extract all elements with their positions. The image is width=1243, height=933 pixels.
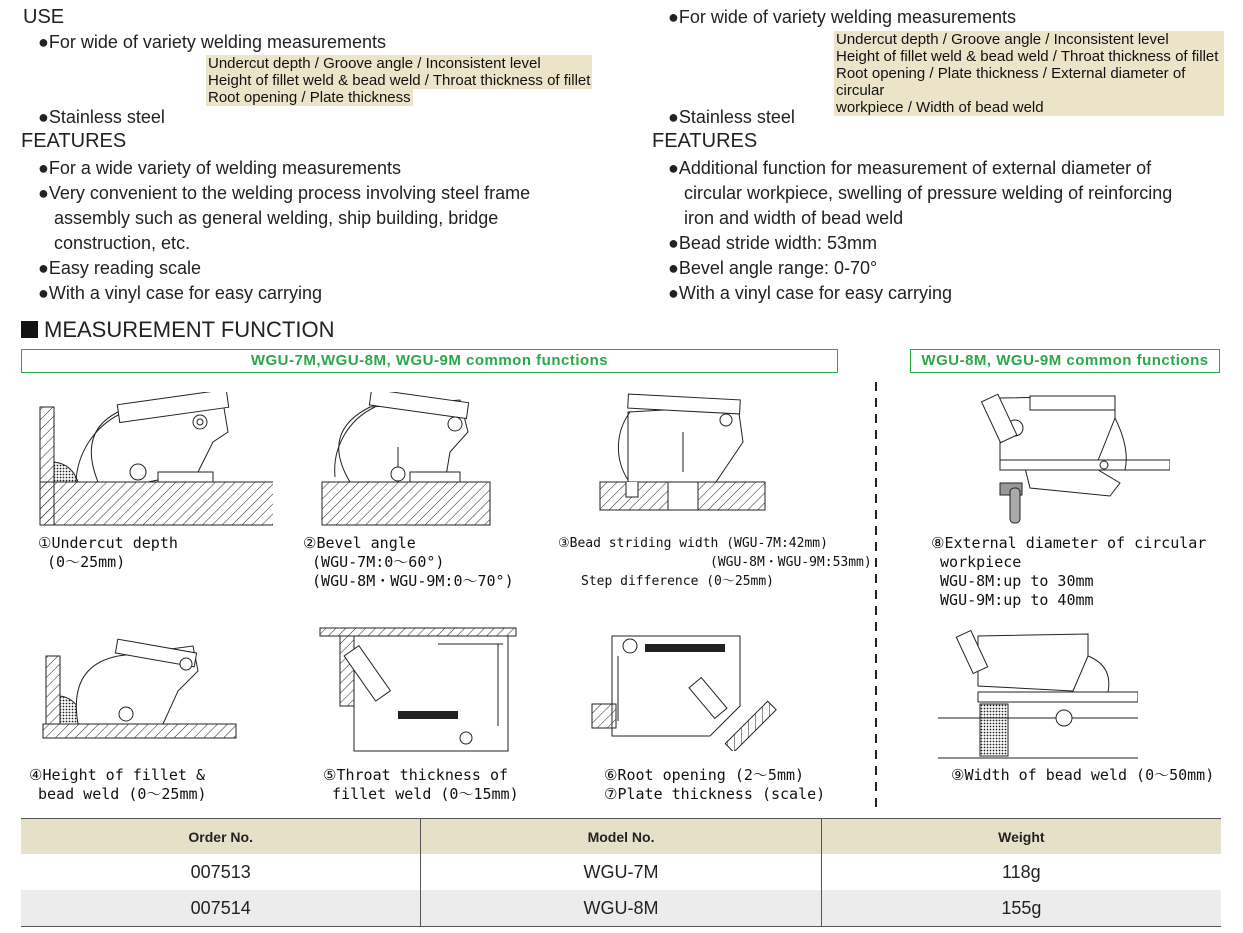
use-item-variety-right: ●For wide of variety welding measurements: [668, 7, 1017, 27]
undercut-depth-illustration: [38, 392, 273, 532]
cell-weight: 118g: [1001, 861, 1041, 882]
features-title: FEATURES: [21, 130, 127, 152]
feature-item: ●Very convenient to the welding process involving steel frame: [38, 183, 531, 203]
feature-item: ●For a wide variety of welding measurements: [38, 158, 402, 178]
use-item-stainless: ●Stainless steel: [38, 107, 165, 127]
table-row: [21, 854, 1221, 890]
feature-item: ●Bevel angle range: 0-70°: [668, 258, 878, 278]
fillet-height-illustration: [38, 636, 238, 740]
use-title: USE: [23, 6, 65, 28]
caption-bead-striding-2: (WGU-8M・WGU-9M:53mm): [710, 555, 872, 570]
header-model-no: Model No.: [421, 819, 821, 855]
caption-external-diameter: ⑧External diameter of circular workpiece WGU-8M:up to 30mm WGU-9M:up to 40mm: [931, 534, 1207, 609]
square-bullet-icon: [21, 321, 38, 338]
common-functions-label-right: WGU-8M, WGU-9M common functions: [910, 349, 1220, 373]
table-header-row: [21, 819, 1221, 855]
feature-item: ●With a vinyl case for easy carrying: [668, 283, 952, 303]
features-title-right: FEATURES: [652, 130, 758, 152]
section-title: MEASUREMENT FUNCTION: [44, 317, 335, 342]
feature-item: ●Easy reading scale: [38, 258, 201, 278]
caption-bead-striding: ③Bead striding width (WGU-7M:42mm): [558, 536, 828, 551]
caption-step-difference: Step difference (0～25mm): [581, 574, 775, 589]
table-row: [21, 890, 1221, 927]
spec-table: [21, 818, 1221, 927]
caption-bevel-angle: ②Bevel angle (WGU-7M:0～60°) (WGU-8M・WGU-9M:0～70°): [303, 534, 514, 590]
cell-order-no: 007514: [21, 890, 421, 927]
features-list-right: [668, 156, 1172, 306]
use-highlight-line: Root opening / Plate thickness: [208, 89, 411, 106]
feature-item-cont: construction, etc.: [54, 233, 191, 253]
bevel-angle-illustration: [320, 392, 492, 532]
use-highlight-box: [206, 55, 592, 107]
use-highlight-line: workpiece / Width of bead weld: [834, 99, 1224, 116]
feature-item: ●With a vinyl case for easy carrying: [38, 283, 322, 303]
caption-bead-width: ⑨Width of bead weld (0～50mm): [951, 766, 1215, 784]
caption-fillet-height: ④Height of fillet & bead weld (0～25mm): [29, 766, 207, 803]
feature-item-cont: assembly such as general welding, ship building, bridge: [54, 208, 499, 228]
use-item-stainless-right: ●Stainless steel: [668, 107, 795, 127]
use-highlight-line: Undercut depth / Groove angle / Inconsistent level: [206, 55, 592, 72]
throat-thickness-illustration: [318, 626, 518, 756]
bead-striding-illustration: [598, 392, 768, 520]
feature-item: ●Additional function for measurement of external diameter of: [668, 158, 1152, 178]
feature-item-cont: iron and width of bead weld: [684, 208, 904, 228]
root-opening-illustration: [590, 626, 790, 751]
bead-width-illustration: [938, 626, 1138, 766]
dashed-divider: [872, 382, 882, 812]
section-heading: [21, 317, 335, 343]
caption-undercut-depth: ①Undercut depth (0～25mm): [38, 534, 178, 571]
cell-order-no: 007513: [21, 854, 421, 890]
cell-weight: 155g: [821, 890, 1221, 927]
use-item-variety: ●For wide of variety welding measurements: [38, 32, 387, 52]
cell-model-no: WGU-7M: [421, 854, 821, 890]
caption-throat-thickness: ⑤Throat thickness of fillet weld (0～15mm): [323, 766, 519, 803]
caption-root-opening: ⑥Root opening (2～5mm) ⑦Plate thickness (scale): [604, 766, 826, 803]
use-highlight-box-right: [834, 31, 1224, 116]
common-functions-label: WGU-7M,WGU-8M, WGU-9M common functions: [21, 349, 838, 373]
header-weight: Weight: [821, 819, 1221, 855]
use-highlight-line: Height of fillet weld & bead weld / Throat thickness of fillet: [834, 48, 1224, 65]
use-highlight-line: Undercut depth / Groove angle / Inconsistent level: [834, 31, 1224, 48]
external-diameter-illustration: [970, 388, 1170, 526]
feature-item-cont: circular workpiece, swelling of pressure welding of reinforcing: [684, 183, 1173, 203]
use-highlight-line: Root opening / Plate thickness / External diameter of circular: [834, 65, 1224, 99]
use-highlight-line: Height of fillet weld & bead weld / Throat thickness of fillet: [208, 72, 591, 89]
header-order-no: Order No.: [21, 819, 421, 855]
features-list: [38, 156, 530, 306]
cell-model-no: WGU-8M: [421, 890, 821, 927]
feature-item: ●Bead stride width: 53mm: [668, 233, 877, 253]
